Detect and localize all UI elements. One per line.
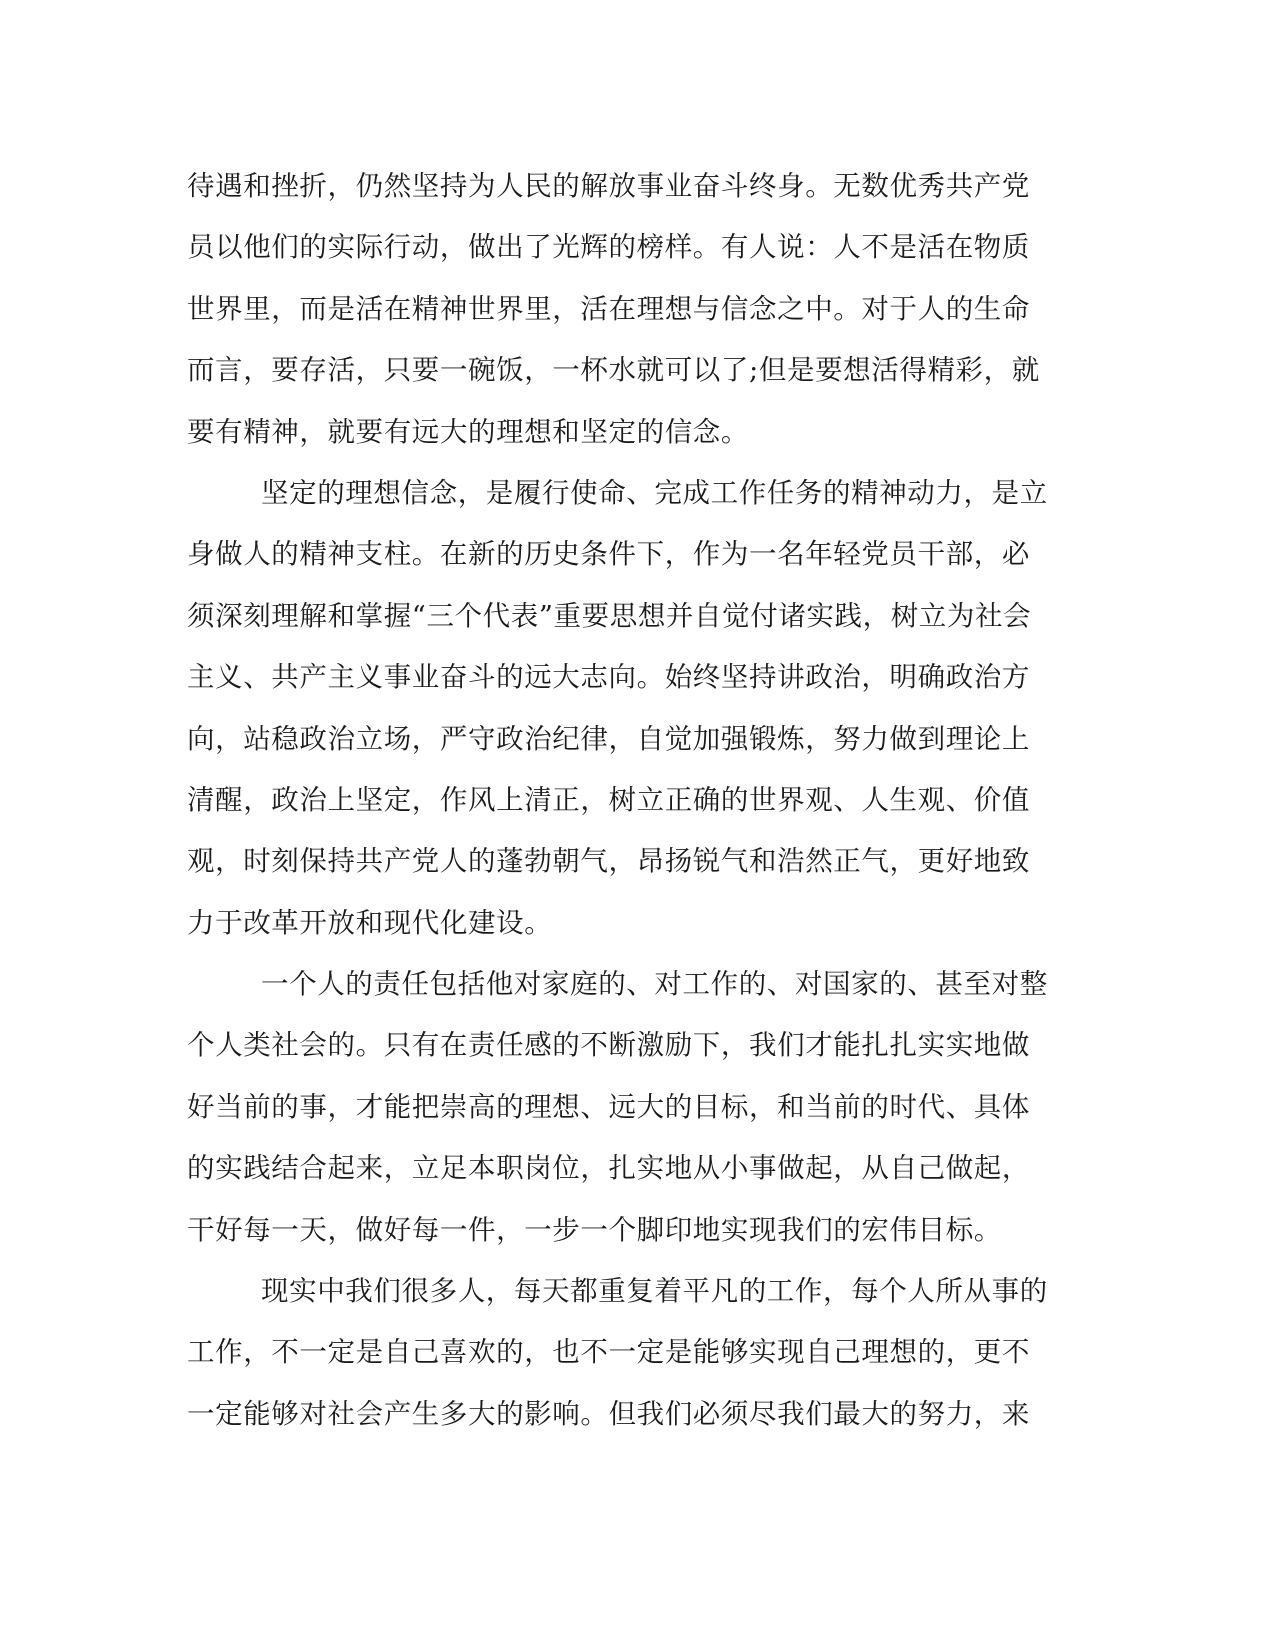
paragraph-line: 待遇和挫折，仍然坚持为人民的解放事业奋斗终身。无数优秀共产党 bbox=[187, 170, 1030, 202]
paragraph-line: 工作，不一定是自己喜欢的，也不一定是能够实现自己理想的，更不 bbox=[187, 1336, 1030, 1369]
paragraph-3 bbox=[187, 954, 1067, 1261]
paragraph-line: 力于改革开放和现代化建设。 bbox=[187, 906, 553, 939]
paragraph-4 bbox=[187, 1261, 1067, 1445]
paragraph-2 bbox=[187, 463, 1067, 954]
paragraph-line: 要有精神，就要有远大的理想和坚定的信念。 bbox=[187, 415, 749, 448]
paragraph-line: 好当前的事，才能把崇高的理想、远大的目标，和当前的时代、具体 bbox=[187, 1090, 1030, 1123]
paragraph-line: 的实践结合起来，立足本职岗位，扎实地从小事做起，从自己做起， bbox=[187, 1152, 1030, 1185]
paragraph-line: 坚定的理想信念，是履行使命、完成工作任务的精神动力，是立 bbox=[261, 476, 1048, 509]
paragraph-line: 一个人的责任包括他对家庭的、对工作的、对国家的、甚至对整 bbox=[261, 968, 1048, 1001]
paragraph-line: 员以他们的实际行动，做出了光辉的榜样。有人说：人不是活在物质 bbox=[187, 231, 1030, 264]
paragraph-line: 清醒，政治上坚定，作风上清正，树立正确的世界观、人生观、价值 bbox=[187, 783, 1030, 816]
paragraph-line: 而言，要存活，只要一碗饭，一杯水就可以了;但是要想活得精彩，就 bbox=[187, 354, 1040, 387]
paragraph-line: 现实中我们很多人，每天都重复着平凡的工作，每个人所从事的 bbox=[261, 1275, 1048, 1308]
paragraph-line: 须深刻理解和掌握“三个代表”重要思想并自觉付诸实践，树立为社会 bbox=[187, 599, 1032, 632]
paragraph-line: 观，时刻保持共产党人的蓬勃朝气，昂扬锐气和浩然正气，更好地致 bbox=[187, 845, 1030, 878]
paragraph-line: 世界里，而是活在精神世界里，活在理想与信念之中。对于人的生命 bbox=[187, 292, 1030, 325]
paragraph-line: 身做人的精神支柱。在新的历史条件下，作为一名年轻党员干部，必 bbox=[187, 538, 1030, 571]
paragraph-line: 个人类社会的。只有在责任感的不断激励下，我们才能扎扎实实地做 bbox=[187, 1029, 1030, 1062]
paragraph-line: 向，站稳政治立场，严守政治纪律，自觉加强锻炼，努力做到理论上 bbox=[187, 722, 1030, 755]
paragraph-1 bbox=[187, 156, 1067, 463]
document-body bbox=[187, 156, 1067, 1445]
paragraph-line: 干好每一天，做好每一件，一步一个脚印地实现我们的宏伟目标。 bbox=[187, 1213, 1002, 1246]
paragraph-line: 一定能够对社会产生多大的影响。但我们必须尽我们最大的努力，来 bbox=[187, 1397, 1030, 1430]
paragraph-line: 主义、共产主义事业奋斗的远大志向。始终坚持讲政治，明确政治方 bbox=[187, 661, 1030, 694]
